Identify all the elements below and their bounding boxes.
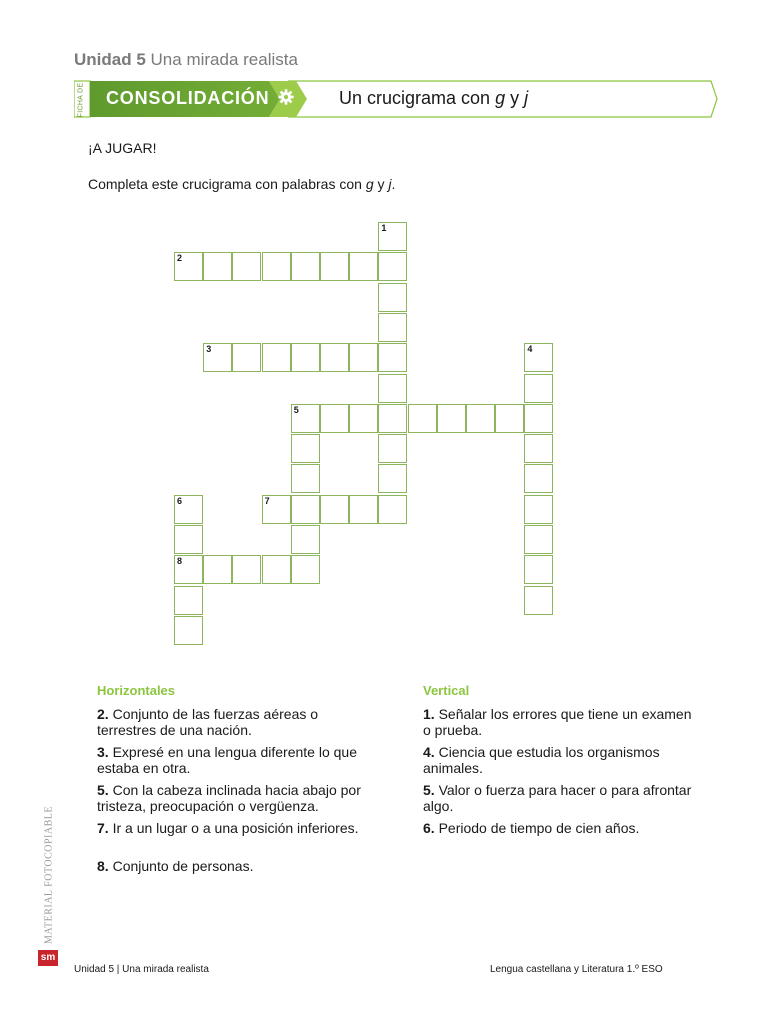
crossword-cell[interactable]: [524, 434, 553, 463]
crossword-cell[interactable]: [524, 464, 553, 493]
crossword-number: 8: [177, 556, 183, 567]
crossword-cell[interactable]: [174, 586, 203, 615]
crossword-number: 4: [527, 344, 533, 355]
ficha-de-label: FICHA DE: [77, 82, 85, 118]
crossword-cell[interactable]: [262, 555, 291, 584]
crossword-cell[interactable]: [291, 495, 320, 524]
instruction-text: Completa este crucigrama con palabras con g y j.: [88, 176, 396, 192]
clue-h-5: 5. Con la cabeza inclinada hacia abajo por tristeza, preocupación o vergüenza.: [97, 782, 361, 814]
unit-number: Unidad 5: [74, 50, 146, 69]
crossword-cell[interactable]: [524, 343, 553, 372]
crossword-cell[interactable]: [378, 434, 407, 463]
crossword-cell[interactable]: [320, 495, 349, 524]
crossword-cell[interactable]: [203, 555, 232, 584]
crossword-number: 5: [293, 404, 299, 415]
clue-h-8: 8. Conjunto de personas.: [97, 858, 254, 874]
crossword-cell[interactable]: [378, 252, 407, 281]
crossword-cell[interactable]: [232, 555, 261, 584]
crossword-cell[interactable]: [262, 495, 291, 524]
unit-title: Una mirada realista: [150, 50, 298, 69]
crossword-cell[interactable]: [466, 404, 495, 433]
crossword-cell[interactable]: [495, 404, 524, 433]
crossword-cell[interactable]: [232, 343, 261, 372]
crossword-number: 7: [264, 495, 270, 506]
crossword-cell[interactable]: [524, 555, 553, 584]
crossword-cell[interactable]: [378, 464, 407, 493]
crossword-cell[interactable]: [291, 404, 320, 433]
crossword-cell[interactable]: [524, 525, 553, 554]
crossword-cell[interactable]: [378, 313, 407, 342]
footer-left: Unidad 5 | Una mirada realista: [74, 964, 209, 975]
worksheet-title: Un crucigrama con g y j: [339, 88, 529, 108]
clue-h-7: 7. Ir a un lugar o a una posición inferiores.: [97, 820, 359, 836]
crossword-cell[interactable]: [262, 252, 291, 281]
crossword-cell[interactable]: [378, 374, 407, 403]
crossword-cell[interactable]: [524, 586, 553, 615]
crossword-cell[interactable]: [349, 252, 378, 281]
crossword-cell[interactable]: [524, 374, 553, 403]
clue-h-3: 3. Expresé en una lengua diferente lo que estaba en otra.: [97, 744, 357, 776]
crossword-cell[interactable]: [291, 525, 320, 554]
horizontal-clues-heading: Horizontales: [97, 683, 176, 698]
crossword-cell[interactable]: [174, 555, 203, 584]
crossword-cell[interactable]: [174, 525, 203, 554]
clue-v-5: 5. Valor o fuerza para hacer o para afrontar algo.: [423, 782, 692, 814]
crossword-cell[interactable]: [291, 555, 320, 584]
crossword-cell[interactable]: [203, 252, 232, 281]
footer-right: Lengua castellana y Literatura 1.º ESO: [490, 964, 663, 975]
crossword-number: 1: [381, 223, 387, 233]
crossword-cell[interactable]: [291, 252, 320, 281]
crossword-number: 2: [177, 253, 183, 264]
crossword-cell[interactable]: [291, 343, 320, 372]
crossword-cell[interactable]: [262, 343, 291, 372]
crossword-cell[interactable]: [174, 252, 203, 281]
crossword-number: 6: [177, 495, 183, 506]
crossword-cell[interactable]: [437, 404, 466, 433]
clue-v-4: 4. Ciencia que estudia los organismos animales.: [423, 744, 660, 776]
crossword-cell[interactable]: [232, 252, 261, 281]
section-heading: ¡A JUGAR!: [88, 140, 157, 156]
crossword-cell[interactable]: [203, 343, 232, 372]
crossword-cell[interactable]: [291, 434, 320, 463]
crossword-cell[interactable]: [349, 343, 378, 372]
crossword-cell[interactable]: [378, 495, 407, 524]
consolidacion-label: CONSOLIDACIÓN: [106, 88, 270, 108]
crossword-cell[interactable]: [408, 404, 437, 433]
crossword-cell[interactable]: [291, 464, 320, 493]
crossword-number: 3: [206, 344, 212, 355]
crossword-cell[interactable]: [378, 404, 407, 433]
crossword-cell[interactable]: [320, 404, 349, 433]
crossword-cell[interactable]: [524, 404, 553, 433]
clue-h-2: 2. Conjunto de las fuerzas aéreas o terrestres de una nación.: [97, 706, 319, 738]
crossword-cell[interactable]: [378, 283, 407, 312]
crossword-cell[interactable]: [320, 252, 349, 281]
clue-v-6: 6. Periodo de tiempo de cien años.: [423, 820, 640, 836]
crossword-cell[interactable]: [524, 495, 553, 524]
crossword-cell[interactable]: [174, 616, 203, 645]
crossword-cell[interactable]: [349, 495, 378, 524]
crossword-cell[interactable]: [174, 495, 203, 524]
crossword-cell[interactable]: [378, 343, 407, 372]
crossword-cell[interactable]: [320, 343, 349, 372]
publisher-logo: sm: [38, 950, 58, 966]
side-label: MATERIAL FOTOCOPIABLE: [43, 805, 55, 945]
crossword-cell[interactable]: [378, 222, 407, 251]
vertical-clues-heading: Vertical: [423, 683, 470, 698]
crossword-cell[interactable]: [349, 404, 378, 433]
clue-v-1: 1. Señalar los errores que tiene un examen o prueba.: [423, 706, 692, 738]
